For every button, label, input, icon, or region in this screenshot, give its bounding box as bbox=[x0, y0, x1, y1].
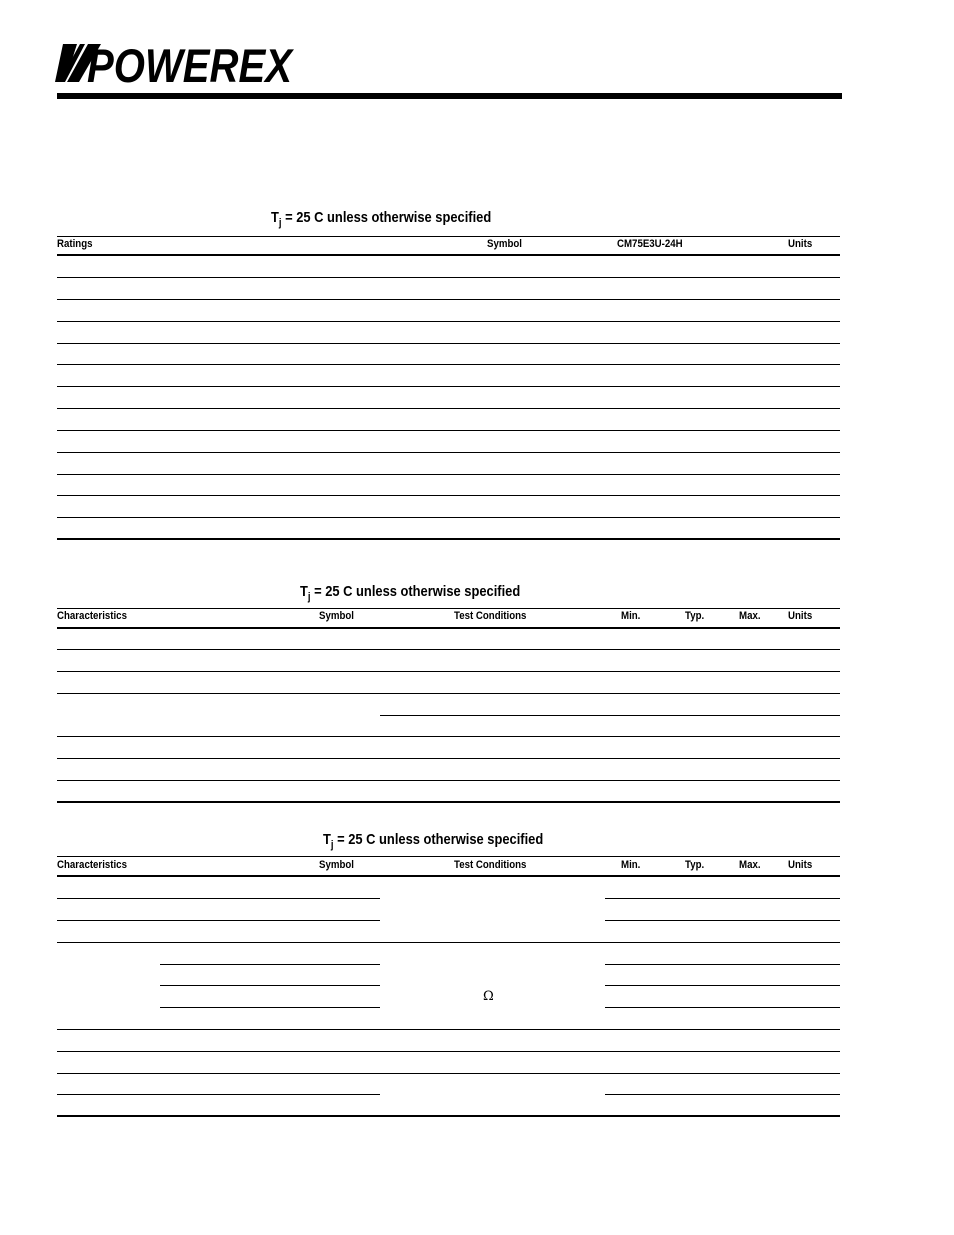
table-row-rule bbox=[57, 495, 840, 496]
table-subrow-rule bbox=[160, 964, 380, 965]
tj-subscript: j bbox=[330, 839, 334, 851]
table2-top-rule bbox=[57, 608, 840, 609]
col-test-conditions: Test Conditions bbox=[454, 610, 527, 622]
tj-subscript: j bbox=[307, 591, 311, 603]
table-row-rule bbox=[57, 299, 840, 300]
table-row-rule bbox=[57, 736, 840, 737]
table-subrow-rule bbox=[160, 985, 380, 986]
table2-bottom-rule bbox=[57, 801, 840, 803]
powerex-logo bbox=[55, 39, 295, 92]
table-subrow-rule bbox=[160, 1007, 380, 1008]
col-units: Units bbox=[788, 238, 813, 250]
table-subrow-rule bbox=[605, 898, 840, 899]
table3-bottom-rule bbox=[57, 1115, 840, 1117]
col-part-number: CM75E3U-24H bbox=[617, 238, 683, 250]
table-row-rule bbox=[57, 277, 840, 278]
table-subrow-rule bbox=[605, 1007, 840, 1008]
table-subrow-rule bbox=[380, 715, 840, 716]
col-symbol: Symbol bbox=[487, 238, 522, 250]
table-row-rule bbox=[57, 942, 840, 943]
table-row-rule bbox=[57, 364, 840, 365]
table-row-rule bbox=[57, 343, 840, 344]
table-row-rule bbox=[57, 671, 840, 672]
table-row-rule bbox=[57, 321, 840, 322]
tj-symbol: T bbox=[271, 209, 279, 226]
table-row-rule bbox=[57, 780, 840, 781]
table-row-rule bbox=[57, 517, 840, 518]
table3-condition bbox=[323, 831, 543, 851]
col-symbol: Symbol bbox=[319, 859, 354, 871]
condition-text: = 25 C unless otherwise specified bbox=[310, 583, 521, 600]
tj-symbol: T bbox=[323, 831, 331, 848]
table2-header-rule bbox=[57, 627, 840, 629]
table2-condition bbox=[300, 583, 520, 603]
col-max: Max. bbox=[739, 610, 761, 622]
tj-symbol: T bbox=[300, 583, 308, 600]
condition-text: = 25 C unless otherwise specified bbox=[281, 209, 492, 226]
table3-top-rule bbox=[57, 856, 840, 857]
table-subrow-rule bbox=[57, 898, 380, 899]
brand-name bbox=[55, 40, 295, 86]
table-row-rule bbox=[57, 452, 840, 453]
table-row-rule bbox=[57, 1029, 840, 1030]
table-subrow-rule bbox=[605, 920, 840, 921]
table1-bottom-rule bbox=[57, 538, 840, 540]
table1-header-rule bbox=[57, 254, 840, 256]
col-characteristics: Characteristics bbox=[57, 610, 127, 622]
table-subrow-rule bbox=[57, 1094, 380, 1095]
table-row-rule bbox=[57, 758, 840, 759]
col-typ: Typ. bbox=[685, 859, 705, 871]
table-row-rule bbox=[57, 649, 840, 650]
ohm-symbol: Ω bbox=[483, 989, 494, 1004]
col-max: Max. bbox=[739, 859, 761, 871]
table-subrow-rule bbox=[605, 985, 840, 986]
table-subrow-rule bbox=[605, 1094, 840, 1095]
svg-text:POWEREX: POWEREX bbox=[87, 39, 295, 92]
table-row-rule bbox=[57, 386, 840, 387]
table-row-rule bbox=[57, 430, 840, 431]
col-test-conditions: Test Conditions bbox=[454, 859, 527, 871]
table-row-rule bbox=[57, 408, 840, 409]
table1-top-rule bbox=[57, 236, 840, 237]
col-characteristics: Characteristics bbox=[57, 859, 127, 871]
col-units: Units bbox=[788, 610, 813, 622]
col-symbol: Symbol bbox=[319, 610, 354, 622]
table-row-rule bbox=[57, 474, 840, 475]
col-ratings: Ratings bbox=[57, 238, 93, 250]
table3-header-rule bbox=[57, 875, 840, 877]
table-subrow-rule bbox=[57, 920, 380, 921]
table1-condition bbox=[271, 209, 491, 229]
tj-subscript: j bbox=[278, 217, 282, 229]
table-row-rule bbox=[57, 1073, 840, 1074]
col-min: Min. bbox=[621, 859, 641, 871]
table-subrow-rule bbox=[605, 964, 840, 965]
col-typ: Typ. bbox=[685, 610, 705, 622]
condition-text: = 25 C unless otherwise specified bbox=[333, 831, 544, 848]
col-min: Min. bbox=[621, 610, 641, 622]
header-rule bbox=[57, 93, 842, 99]
table-row-rule bbox=[57, 693, 840, 694]
table-row-rule bbox=[57, 1051, 840, 1052]
col-units: Units bbox=[788, 859, 813, 871]
